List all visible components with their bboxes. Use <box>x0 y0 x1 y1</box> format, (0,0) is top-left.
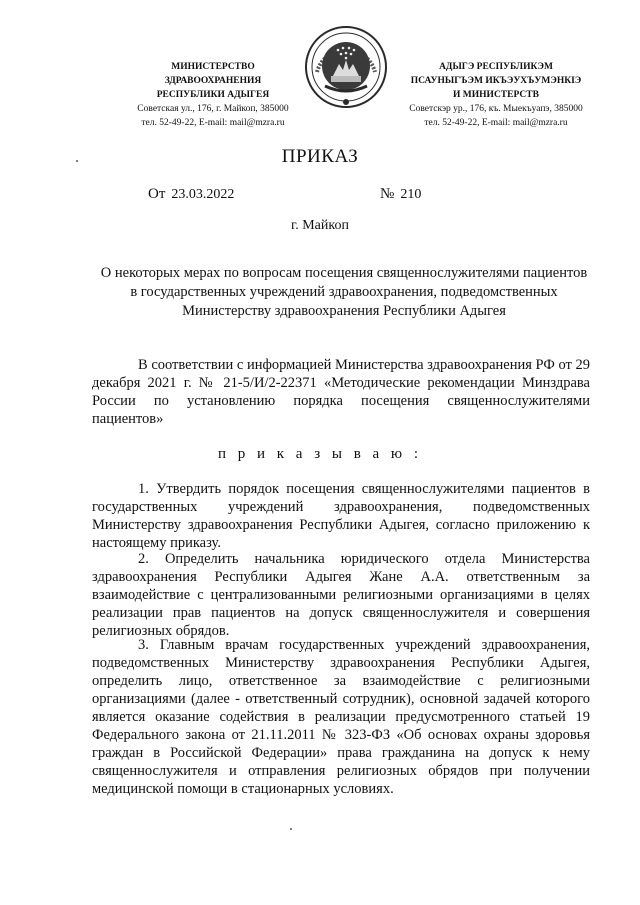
header-right-line3: И МИНИСТЕРСТВ <box>453 90 539 100</box>
number-prefix: № <box>380 186 395 202</box>
header-left-line1: МИНИСТЕРСТВО <box>171 62 255 72</box>
preamble-paragraph: В соответствии с информацией Министерства здравоохранения РФ от 29 декабря 2021 г. № 21-5/И/2-22371 «Методические рекомендации Минздрава России по установлению порядка посещения священнослужителями пациентов» <box>92 357 590 427</box>
date-value: 23.03.2022 <box>171 187 235 202</box>
document-subject: О некоторых мерах по вопросам посещения священнослужителями пациентов в государственных учреждений здравоохранения, подведомственных Министерству здравоохранения Республики Адыгея <box>100 265 588 319</box>
header-left-line2: ЗДРАВООХРАНЕНИЯ <box>164 76 262 86</box>
header-left-address: Советская ул., 176, г. Майкоп, 385000 <box>137 104 289 114</box>
order-heading: п р и к а з ы в а ю : <box>217 446 423 462</box>
header-right-address: Советскэр ур., 176, къ. Мыекъуапэ, 385000 <box>409 104 583 114</box>
order-item-3: 3. Главным врачам государственных учреждений здравоохранения, подведомственных Министерству здравоохранения Республики Адыгея, определить лицо, ответственное за взаимодействие с религиозными организациями (далее - ответственный сотрудник), основной задачей которого является оказание содействия в реализации предусмотренного статьей 19 Федерального закона от 21.11.2011 № 323-ФЗ «Об основах охраны здоровья граждан в Российской Федерации» права гражданина на допуск к нему священнослужителя и отправления религиозных обрядов при получении медицинской помощи в стационарных условиях. <box>92 637 590 797</box>
document-city: г. Майкоп <box>291 218 349 233</box>
document-number <box>380 186 421 203</box>
order-item-1: 1. Утвердить порядок посещения священнослужителями пациентов в государственных учреждений здравоохранения, подведомственных Министерству здравоохранения Республики Адыгея, согласно приложению к настоящему приказу. <box>92 481 590 551</box>
header-right-line1: АДЫГЭ РЕСПУБЛИКЭМ <box>439 62 553 72</box>
header-left-line3: РЕСПУБЛИКИ АДЫГЕЯ <box>156 90 270 100</box>
document-title: ПРИКАЗ <box>281 146 359 167</box>
ministry-header-adyghe <box>396 60 596 130</box>
number-value: 210 <box>400 187 422 202</box>
header-left-contacts: тел. 52-49-22, E-mail: mail@mzra.ru <box>141 118 285 128</box>
scan-speck <box>290 828 292 830</box>
coat-of-arms-emblem-icon <box>303 24 389 110</box>
ministry-header-russian <box>118 60 308 130</box>
date-prefix: От <box>148 186 166 202</box>
header-right-line2: ПСАУНЫГЪЭМ ИКЪЭУХЪУМЭНКIЭ <box>410 76 582 86</box>
header-right-contacts: тел. 52-49-22, E-mail: mail@mzra.ru <box>424 118 568 128</box>
document-date <box>148 186 234 203</box>
order-item-2: 2. Определить начальника юридического отдела Министерства здравоохранения Республики Адыгея Жане А.А. ответственным за взаимодействие с централизованными религиозными организациями в целях реализации прав пациентов на допуск священнослужителя и совершения религиозных обрядов. <box>92 551 590 639</box>
